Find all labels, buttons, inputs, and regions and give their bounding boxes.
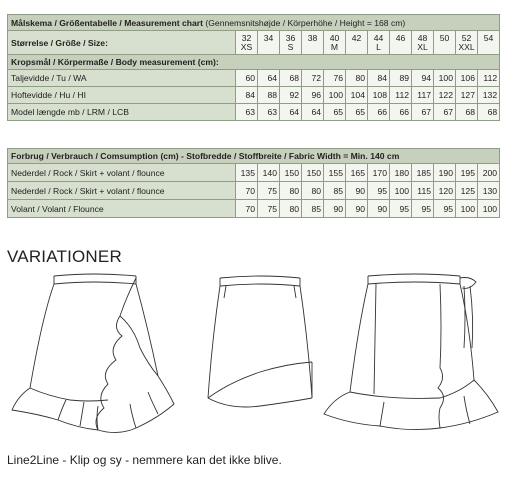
size-number: 50 [439, 32, 450, 43]
size-cell [236, 31, 258, 55]
size-number: 44 [373, 32, 384, 43]
skirt-front-flounce-sketch [8, 268, 178, 440]
value-cell: 64 [258, 70, 280, 87]
size-number: 38 [307, 32, 318, 43]
table-row [8, 182, 500, 200]
body-measurement-header: Kropsmål / Körpermaße / Body measurement (cm): [8, 55, 500, 70]
value-cell: 64 [302, 104, 324, 121]
value-cell: 80 [280, 182, 302, 200]
size-letter [346, 43, 367, 52]
size-number: 52 [461, 32, 472, 43]
table-row [8, 200, 500, 218]
value-cell: 96 [302, 87, 324, 104]
value-cell: 117 [412, 87, 434, 104]
value-cell: 112 [478, 70, 500, 87]
value-cell: 100 [456, 200, 478, 218]
value-cell: 127 [456, 87, 478, 104]
size-label: Størrelse / Größe / Size: [8, 31, 236, 55]
variations-title: VARIATIONER [7, 247, 122, 266]
value-cell: 95 [390, 200, 412, 218]
value-cell: 88 [258, 87, 280, 104]
size-cell [346, 31, 368, 55]
footer-text: Line2Line - Klip og sy - nemmere kan det ikke blive. [7, 453, 282, 467]
size-number: 54 [483, 32, 494, 43]
value-cell: 150 [302, 164, 324, 182]
value-cell: 63 [258, 104, 280, 121]
value-cell: 90 [346, 200, 368, 218]
value-cell: 65 [324, 104, 346, 121]
value-cell: 84 [236, 87, 258, 104]
value-cell: 94 [412, 70, 434, 87]
measurement-table [7, 14, 500, 121]
value-cell: 68 [478, 104, 500, 121]
value-cell: 70 [236, 182, 258, 200]
size-number: 34 [263, 32, 274, 43]
table-row [8, 70, 500, 87]
size-cell [412, 31, 434, 55]
skirt-side-flounce-sketch [320, 268, 502, 440]
value-cell: 66 [368, 104, 390, 121]
value-cell: 108 [368, 87, 390, 104]
measurement-table-title: Målskema / Größentabelle / Measurement chart (Gennemsnitshøjde / Körperhöhe / Height = 168 cm) [8, 15, 500, 31]
value-cell: 115 [412, 182, 434, 200]
row-label: Hoftevidde / Hu / HI [8, 87, 236, 104]
value-cell: 63 [236, 104, 258, 121]
size-letter [258, 43, 279, 52]
size-letter: L [376, 41, 381, 52]
value-cell: 100 [390, 182, 412, 200]
value-cell: 66 [390, 104, 412, 121]
size-number: 48 [417, 32, 428, 43]
value-cell: 185 [412, 164, 434, 182]
value-cell: 92 [280, 87, 302, 104]
value-cell: 64 [280, 104, 302, 121]
size-number: 46 [395, 32, 406, 43]
value-cell: 140 [258, 164, 280, 182]
value-cell: 170 [368, 164, 390, 182]
size-cell [456, 31, 478, 55]
value-cell: 95 [412, 200, 434, 218]
row-label: Model længde mb / LRM / LCB [8, 104, 236, 121]
value-cell: 60 [236, 70, 258, 87]
value-cell: 104 [346, 87, 368, 104]
value-cell: 75 [258, 182, 280, 200]
value-cell: 80 [280, 200, 302, 218]
consumption-table [7, 148, 500, 218]
size-number: 40 [329, 32, 340, 43]
value-cell: 180 [390, 164, 412, 182]
value-cell: 67 [434, 104, 456, 121]
value-cell: 70 [236, 200, 258, 218]
value-cell: 200 [478, 164, 500, 182]
size-letter [478, 43, 499, 52]
value-cell: 132 [478, 87, 500, 104]
consumption-table-title: Forbrug / Verbrauch / Comsumption (cm) - Stofbredde / Stoffbreite / Fabric Width = Min. 140 cm [8, 149, 500, 164]
value-cell: 80 [302, 182, 324, 200]
value-cell: 90 [346, 182, 368, 200]
table-row [8, 164, 500, 182]
value-cell: 150 [280, 164, 302, 182]
size-letter: XL [417, 41, 428, 52]
size-letter [390, 43, 411, 52]
size-cell [478, 31, 500, 55]
value-cell: 89 [390, 70, 412, 87]
value-cell: 90 [368, 200, 390, 218]
value-cell: 68 [280, 70, 302, 87]
row-label: Taljevidde / Tu / WA [8, 70, 236, 87]
size-cell [280, 31, 302, 55]
value-cell: 95 [368, 182, 390, 200]
value-cell: 85 [302, 200, 324, 218]
size-number: 42 [351, 32, 362, 43]
value-cell: 112 [390, 87, 412, 104]
table-row [8, 87, 500, 104]
value-cell: 125 [456, 182, 478, 200]
value-cell: 100 [434, 70, 456, 87]
value-cell: 75 [258, 200, 280, 218]
size-number: 36 [285, 32, 296, 43]
value-cell: 80 [346, 70, 368, 87]
row-label: Nederdel / Rock / Skirt + volant / flounce [8, 164, 236, 182]
value-cell: 84 [368, 70, 390, 87]
value-cell: 120 [434, 182, 456, 200]
value-cell: 155 [324, 164, 346, 182]
value-cell: 85 [324, 182, 346, 200]
size-cell [434, 31, 456, 55]
size-cell [258, 31, 280, 55]
value-cell: 135 [236, 164, 258, 182]
size-letter: XXL [458, 41, 475, 52]
value-cell: 165 [346, 164, 368, 182]
value-cell: 100 [324, 87, 346, 104]
value-cell: 100 [478, 200, 500, 218]
value-cell: 190 [434, 164, 456, 182]
size-number: 32 [241, 32, 252, 43]
size-cell [302, 31, 324, 55]
value-cell: 90 [324, 200, 346, 218]
value-cell: 195 [456, 164, 478, 182]
size-letter [302, 43, 323, 52]
value-cell: 67 [412, 104, 434, 121]
size-letter: M [330, 41, 339, 52]
size-cell [368, 31, 390, 55]
size-letter: S [287, 41, 294, 52]
row-label: Nederdel / Rock / Skirt + volant / flounce [8, 182, 236, 200]
size-letter [434, 43, 455, 52]
size-cell [324, 31, 346, 55]
value-cell: 68 [456, 104, 478, 121]
size-letter: XS [240, 41, 253, 52]
skirt-back-sketch [190, 270, 330, 440]
value-cell: 130 [478, 182, 500, 200]
size-cell [390, 31, 412, 55]
value-cell: 106 [456, 70, 478, 87]
value-cell: 76 [324, 70, 346, 87]
value-cell: 65 [346, 104, 368, 121]
row-label: Volant / Volant / Flounce [8, 200, 236, 218]
value-cell: 122 [434, 87, 456, 104]
value-cell: 72 [302, 70, 324, 87]
table-row [8, 104, 500, 121]
value-cell: 95 [434, 200, 456, 218]
